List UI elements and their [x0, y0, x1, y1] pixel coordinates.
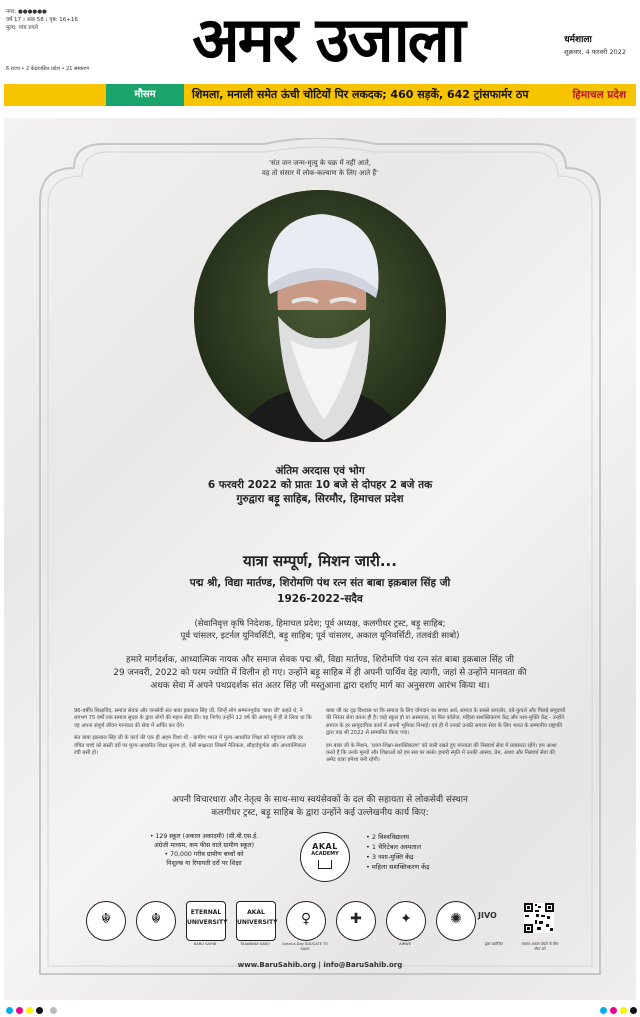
quote-line: 'संत जन जन्म-मृत्यु के चक्र में नहीं आते, [269, 159, 371, 167]
honor-title: पद्म श्री, विद्या मार्तण्ड, शिरोमणि पंथ रत्न संत बाबा इक़बाल सिंह जी [189, 577, 451, 589]
masthead [0, 0, 640, 84]
sponsor-caption: द्वारा प्रायोजित [484, 942, 504, 946]
eternal-university-logo [186, 901, 226, 941]
cyan-dot [6, 1007, 13, 1014]
works-item: • 70,000 गरीब ग्रामीण बच्चों को [164, 851, 244, 858]
logo-caption: Great-a-Day EDUCATE TO SAVE [281, 942, 329, 951]
logo-caption: TALWANDI SABO [240, 942, 270, 946]
edition-city: धर्मशाला [564, 35, 592, 45]
works-intro-line: अपनी विचारधारा और नेतृत्व के साथ-साथ स्वयंसेवकों के दल की सहायता से लोकसेवी संस्थान [172, 795, 468, 805]
airwe-logo: ✦ [386, 901, 426, 941]
magenta-dot [610, 1007, 617, 1014]
akal-academy-word: ACADEMY [311, 851, 339, 857]
body-paragraph: 96-वर्षीय शिक्षाविद, समाज सेवक और जनसेवी संत बाबा इक़बाल सिंह जी, जिन्हें लोग सम्मानपूर्वक 'बाबा जी' कहते थे, ने लगभग 75 वर्षों तक समाज सुधार के द्वारा लोगों की महान सेवा की। यह निर्णय उन्होंने 12 वर्ष की अल्पायु में ही ले लिया था कि वह अपना संपूर्ण जीवन मानवता की सेवा में अर्पित कर देंगे। [74, 708, 312, 729]
obituary-advertisement [4, 118, 636, 1000]
positions-held [4, 618, 636, 642]
akal-academy-word: AKAL [312, 842, 338, 851]
akal-academy-logo [300, 832, 350, 882]
body-column-right [326, 708, 566, 770]
quote-line: वह तो संसार में लोक-कल्याण के लिए आते हैं' [261, 169, 379, 177]
black-dot [36, 1007, 43, 1014]
positions-line: पूर्व चांसलर, इटर्नल यूनिवर्सिटी, बड़ू साहिब; पूर्व चांसलर, अकाल यूनिवर्सिटी, तलवंडी साबो) [180, 631, 460, 641]
works-list-right [366, 832, 516, 872]
akal-university-word: AKAL UNIVERSITY [237, 909, 278, 926]
ardas-time: 6 फरवरी 2022 को प्रातः 10 बजे से दोपहर 2 बजे तक [207, 479, 433, 491]
qr-code[interactable] [524, 903, 554, 933]
edition-date: शुक्रवार, 4 फरवरी 2022 [564, 48, 626, 56]
edition-line: नगर: ●●●●●● [6, 9, 47, 15]
works-item: निशुल्क या रियायती दरों पर शिक्षा [166, 860, 242, 867]
works-intro-line: कलगीधर ट्रस्ट, बड़ू साहिब के द्वारा उन्होंने कई उल्लेखनीय कार्य किए: [211, 808, 429, 818]
body-column-left [74, 708, 314, 762]
positions-line: (सेवानिवृत्त कृषि निदेशक, हिमाचल प्रदेश; पूर्व अध्यक्ष, कलगीधर ट्रस्ट, बड़ू साहिब; [194, 619, 446, 629]
educate-girl-logo: ♀ [286, 901, 326, 941]
ardas-heading [4, 464, 636, 506]
ardas-place: गुरुद्वारा बड़ू साहिब, सिरमौर, हिमाचल प्रदेश [236, 493, 404, 505]
portrait-photo [194, 190, 446, 442]
body-paragraph: हम बाबा जी के मिशन, 'ध्यान-शिक्षा-सशक्तिकरण' को जारी रखते हुए मानवता की निस्वार्थ सेवा में प्रयासरत रहेंगे। हम आशा करते हैं कि उनके मूल्यों और शिक्षाओं को हम सब पर बरसे। हमारी स्मृति में उनकी आस्था, प्रेम, आशा और निस्वार्थ सेवा की अमेट यात्रा हमेशा बनी रहेगी। [326, 742, 557, 764]
tribute-line: हमारे मार्गदर्शक, आध्यात्मिक नायक और समाज सेवक पद्म श्री, विद्या मार्तण्ड, शिरोमणि पंथ रत्न संत बाबा इक़बाल सिंह जी [126, 655, 514, 665]
ticker-label: मौसम [106, 84, 184, 106]
tribute-paragraph [4, 654, 636, 693]
akal-university-logo [236, 901, 276, 941]
works-item: • 2 विश्वविद्यालय [366, 833, 410, 841]
logo-caption: BARU SAHIB [193, 942, 217, 946]
edition-line: वर्ष 17 । अंक 58 । पृष्ठ: 16+16 [6, 17, 78, 23]
works-item: • 1 चैरिटेबल अस्पताल [366, 843, 422, 851]
ticker-headline[interactable]: शिमला, मनाली समेत ऊंची चोटियों पिर लकदक; 460 सड़कें, 642 ट्रांसफार्मर ठप [192, 88, 529, 101]
jivo-logo: JIVO [478, 911, 497, 920]
cyan-dot [600, 1007, 607, 1014]
life-years: 1926-2022-सदैव [277, 593, 363, 605]
sponsor-logos [86, 901, 559, 961]
quote [4, 158, 636, 178]
book-icon [318, 860, 332, 869]
tribute-line: 29 जनवरी, 2022 को परम ज्योति में विलीन हो गए। उन्होंने बड़ू साहिब में ही अपनी पार्थिव देह त्यागी, जहां से उन्होंने मानवता की [113, 668, 527, 678]
yellow-dot [620, 1007, 627, 1014]
magenta-dot [16, 1007, 23, 1014]
gray-dot [50, 1007, 57, 1014]
contact-links[interactable]: www.BaruSahib.org | info@BaruSahib.org [237, 961, 403, 969]
edition-coverage: 6 राज्य • 2 केंद्रशासित प्रदेश • 21 संस्करण [6, 66, 89, 72]
eternal-university-word: ETERNAL UNIVERSITY [187, 909, 228, 926]
black-dot [630, 1007, 637, 1014]
works-item: अंग्रेजी माध्यम, कम फीस वाले ग्रामीण स्कूल) [154, 842, 254, 849]
headline-ticker [4, 84, 636, 106]
dateline [564, 32, 626, 56]
qr-caption: वास्तव अकाल देखने के लिए स्कैन करें [521, 942, 559, 951]
kalgidhar-trust-logo: ☬ [86, 901, 126, 941]
newspaper-logo: अमर उजाला [192, 3, 464, 76]
edition-info [6, 8, 78, 32]
tribute-line: अथक सेवा में अपने पथप्रदर्शक संत अतर सिंह जी मस्तुआना द्वारा दर्शाए मार्ग का अनुसरण आरंभ किया था। [150, 681, 490, 691]
kalgidhar-society-logo: ☬ [136, 901, 176, 941]
works-intro [4, 794, 636, 820]
works-list-left [114, 832, 294, 868]
body-paragraph: बाबा जी का दृढ़ विश्वास था कि समाज के लिए योगदान का सच्चा अर्थ, समाज के सबसे कमज़ोर, दबे-कुचले और पिछड़े समुदायों की निरंतर सेवा करना ही है। चाहे स्कूल हो या अस्पताल, या फिर कॉलेज, महिला सशक्तिकरण केंद्र और नशा-मुक्ति केंद्र - उन्होंने समाज के हर सामुदायिक कार्य में अपनी भूमिका निभाई। एवं ही में उनको उनकी समाज सेवा के लिए भारत के सम्मानीय राष्ट्रपति द्वारा पद्म श्री 2022 से सम्मानित किया गया। [326, 708, 566, 737]
yellow-dot [26, 1007, 33, 1014]
mission-title: यात्रा सम्पूर्ण, मिशन जारी... [243, 552, 397, 570]
works-item: • 3 नशा-मुक्ति केंद्र [366, 853, 414, 861]
logo-caption: AIRWE [399, 942, 411, 946]
charitable-hospital-logo: ✚ [336, 901, 376, 941]
works-item: • महिला सशक्तिकरण केंद्र [366, 863, 430, 871]
registration-marks [0, 1004, 640, 1017]
ticker-region: हिमाचल प्रदेश [572, 89, 626, 101]
ardas-title: अंतिम अरदास एवं भोग [275, 465, 365, 477]
edition-line: मूल्य: पांच रुपये [6, 25, 38, 31]
works-item: • 129 स्कूल (अकाल अकादमी) (सी.बी.एस.ई. [149, 833, 259, 840]
body-paragraph: संत बाबा इक़बाल सिंह जी के कार्य की एक ही अहम दिशा थी - ग्रामीण भारत में मूल्य-आधारित शिक्षा को पहुंचाना ताकि हर वंचित बच्चे को सस्ती दरों पर मूल्य-आधारित शिक्षा सुलभ हो, ऐसी साक्षरता जिसमें नैतिकता, सौहार्दपूर्णता और आध्यात्मिकता रची बसी हो। [74, 735, 307, 757]
seal-logo: ✺ [436, 901, 476, 941]
